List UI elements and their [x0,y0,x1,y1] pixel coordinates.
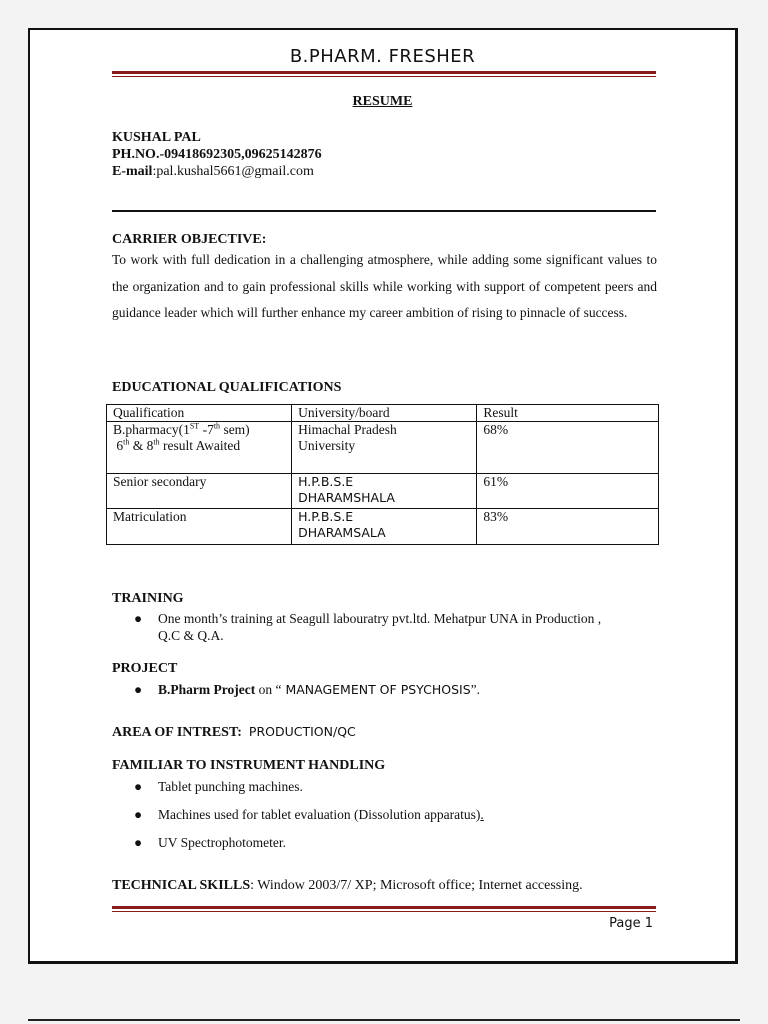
training-title: TRAINING [112,591,184,606]
result-cell: 83% [477,509,659,545]
list-item: ● B.Pharm Project on “ MANAGEMENT OF PSYCHOSIS”. [134,682,481,697]
email-line [112,163,322,180]
bullet-icon: ● [134,835,143,850]
qualification-cell: Senior secondary [107,474,292,509]
bullet-icon: ● [134,611,143,626]
contact-block [112,129,322,180]
interest-line [112,724,356,741]
table-row [107,509,659,545]
project-title: PROJECT [112,661,178,676]
list-item: ● Tablet punching machines. [134,779,303,794]
contact-divider [112,210,656,212]
resume-heading: RESUME [352,94,413,109]
skills-line [112,878,583,894]
header-rule [112,71,656,78]
objective-title: CARRIER OBJECTIVE: [112,232,267,247]
document-page [28,28,738,964]
header-title: B.PHARM. FRESHER [289,46,476,67]
page-number: Page 1 [609,916,653,931]
qualification-cell: B.pharmacy(1ST -7th sem) 6th & 8th result Awaited [107,422,292,474]
education-title: EDUCATIONAL QUALIFICATIONS [112,380,342,395]
header-university: University/board [292,405,477,422]
header-qualification: Qualification [107,405,292,422]
objective-text: To work with full dedication in a challenging atmosphere, while adding some significant values to the organization and to gain professional skills while working with support of competent peers and guidance leader which will further enhance my career ambition of rising to pinnacle of success. [112,252,657,320]
email-label: E-mail [112,164,153,179]
header-result: Result [477,405,659,422]
email-value: :pal.kushal5661@gmail.com [152,164,314,179]
phone-value: 09418692305,09625142876 [164,147,322,162]
qualification-cell: Matriculation [107,509,292,545]
interest-value: PRODUCTION/QC [248,724,356,739]
phone-label: PH.NO.- [112,147,165,162]
list-item: ● UV Spectrophotometer. [134,835,286,850]
education-table [106,404,659,545]
table-row [107,474,659,509]
university-cell: Himachal Pradesh University [292,422,477,474]
project-list [112,681,480,698]
bullet-icon: ● [134,807,143,822]
training-list [112,610,601,644]
bullet-icon: ● [134,779,143,794]
university-cell: H.P.B.S.E DHARAMSALA [292,509,477,545]
instruments-title: FAMILIAR TO INSTRUMENT HANDLING [112,758,386,773]
phone-line [112,146,322,163]
next-page-edge [28,1019,740,1021]
skills-title: TECHNICAL SKILLS [112,878,251,893]
bullet-icon: ● [134,682,143,697]
list-item: ● One month’s training at Seagull labouratry pvt.ltd. Mehatpur UNA in Production , Q.C & Q.A. [134,611,602,643]
instruments-list [112,778,484,851]
footer-rule [112,906,656,913]
table-header-row [107,405,659,422]
result-cell: 68% [477,422,659,474]
result-cell: 61% [477,474,659,509]
skills-value: : Window 2003/7/ XP; Microsoft office; Internet accessing. [250,878,583,893]
table-row [107,422,659,474]
interest-title: AREA OF INTREST: [112,725,242,740]
list-item: ● Machines used for tablet evaluation (Dissolution apparatus). [134,807,484,822]
university-cell: H.P.B.S.E DHARAMSHALA [292,474,477,509]
candidate-name: KUSHAL PAL [112,130,201,145]
